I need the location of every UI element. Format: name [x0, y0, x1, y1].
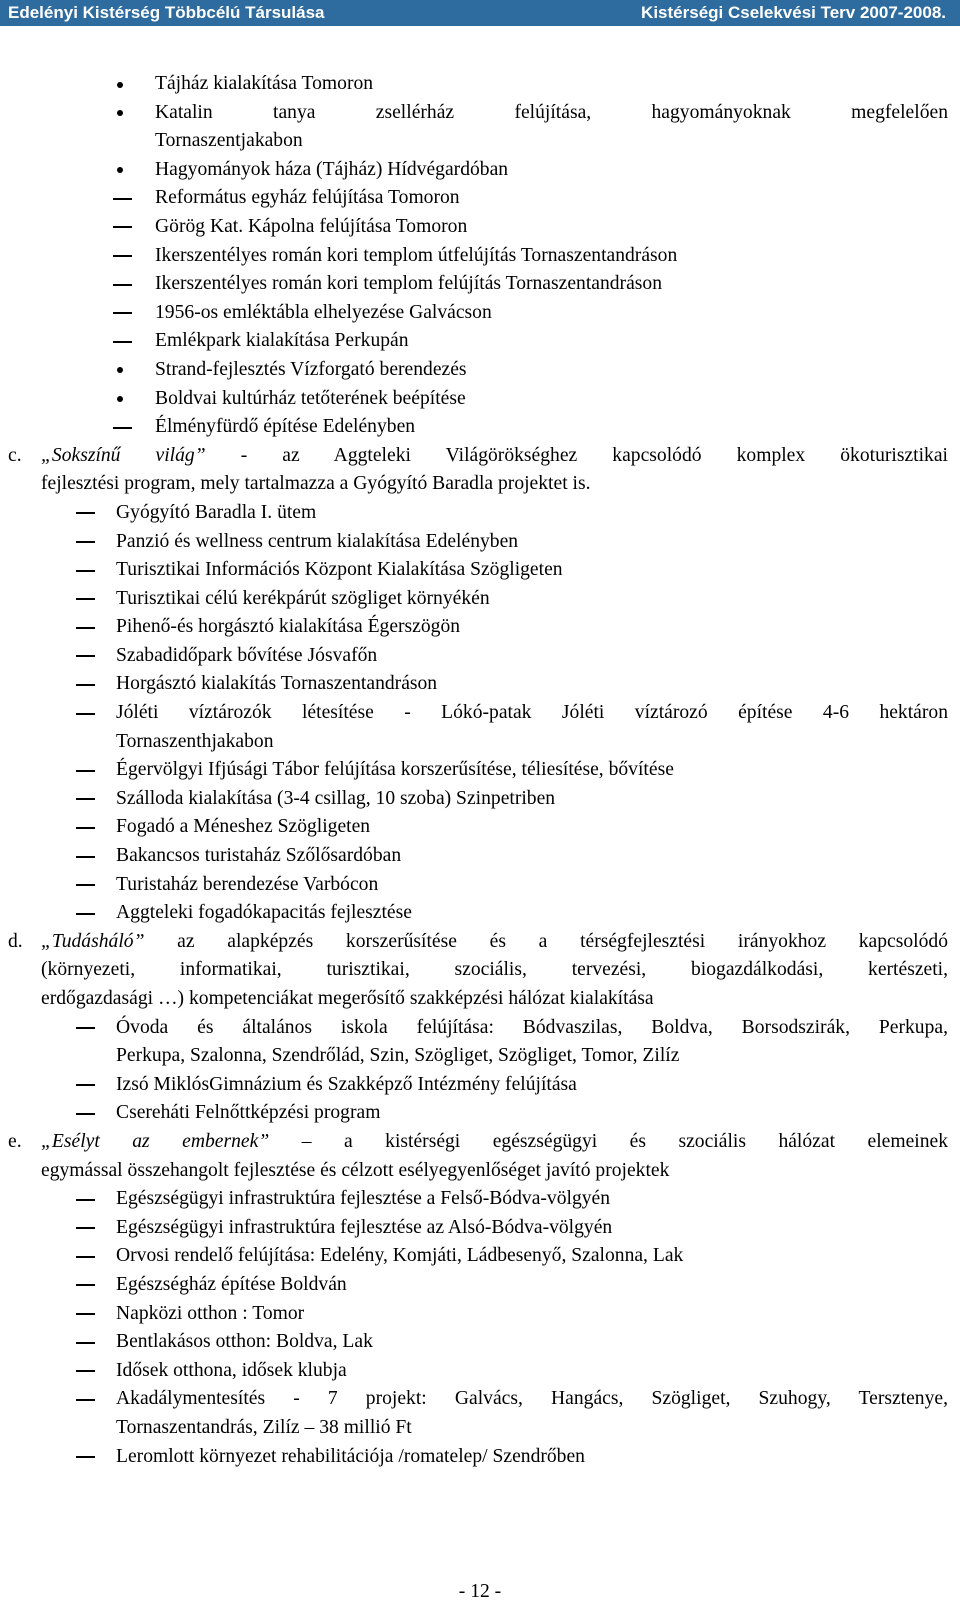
- list-item: [0, 1214, 960, 1243]
- list-item: [0, 242, 960, 271]
- list-item-text: Turistaház berendezése Varbócon: [116, 873, 379, 895]
- list-item-text: Emlékpark kialakítása Perkupán: [155, 330, 409, 352]
- list-item: [0, 1443, 960, 1472]
- list-item: [0, 699, 948, 728]
- list-item: [0, 528, 960, 557]
- list-item: [0, 642, 960, 671]
- list-item-text: Katalin tanya zsellérház felújítása, hagyományoknak megfelelően: [155, 101, 948, 123]
- list-item: [0, 1071, 960, 1100]
- list-item: [0, 1242, 960, 1271]
- list-item-text: Tornaszenthjakabon: [116, 730, 274, 752]
- bullet-dash-icon: [76, 827, 95, 829]
- bullet-dash-icon: [76, 1456, 95, 1458]
- section-e-title: „Esélyt az embernek”: [41, 1130, 270, 1152]
- section-d-label: d.: [8, 930, 23, 952]
- list-item-text: Jóléti víztározók létesítése - Lókó-patak Jóléti víztározó építése 4-6 hektáron: [116, 702, 948, 724]
- list-item: [0, 1099, 960, 1128]
- list-item: [0, 385, 960, 414]
- list-item-text: Horgásztó kialakítás Tornaszentandráson: [116, 673, 438, 695]
- bullet-dash-icon: [76, 1027, 95, 1029]
- section-e-intro-line2: egymással összehangolt fejlesztése és célzott esélyegyenlőséget javító projektek: [41, 1159, 670, 1181]
- list-item: [0, 613, 960, 642]
- list-item: [0, 842, 960, 871]
- bullet-dash-icon: [76, 1199, 95, 1201]
- list-item: [0, 813, 960, 842]
- list-item: [0, 871, 960, 900]
- bullet-dash-icon: [113, 312, 132, 314]
- bullet-dash-icon: [76, 713, 95, 715]
- bullet-dot-icon: [117, 396, 123, 402]
- bullet-dash-icon: [76, 1399, 95, 1401]
- bullet-dash-icon: [76, 1113, 95, 1115]
- list-item-text: 1956-os emléktábla elhelyezése Galvácson: [155, 301, 492, 323]
- list-item-text: Strand-fejlesztés Vízforgató berendezés: [155, 358, 467, 380]
- list-item-text: Szálloda kialakítása (3-4 csillag, 10 szoba) Szinpetriben: [116, 787, 556, 809]
- list-item-text: Perkupa, Szalonna, Szendrőlád, Szin, Szögliget, Szögliget, Tomor, Zilíz: [116, 1045, 680, 1067]
- bullet-dot-icon: [117, 167, 123, 173]
- bullet-dash-icon: [76, 1227, 95, 1229]
- bullet-dash-icon: [76, 598, 95, 600]
- bullet-dash-icon: [76, 770, 95, 772]
- list-item: [0, 556, 960, 585]
- list-item-text: Izsó MiklósGimnázium és Szakképző Intézmény felújítása: [116, 1073, 577, 1095]
- list-item-text: Szabadidőpark bővítése Jósvafőn: [116, 644, 378, 666]
- section-d-intro-text: az alapképzés korszerűsítése és a térségfejlesztési irányokhoz kapcsolódó: [144, 930, 948, 952]
- list-item: [0, 213, 960, 242]
- bullet-dash-icon: [76, 913, 95, 915]
- header-organization: Edelényi Kistérség Többcélú Társulása: [8, 3, 325, 22]
- list-item-text: Egészségügyi infrastruktúra fejlesztése az Alsó-Bódva-völgyén: [116, 1216, 613, 1238]
- bullet-dash-icon: [113, 255, 132, 257]
- project-list-e: [0, 1185, 960, 1471]
- list-item: [0, 70, 960, 99]
- list-item-text: Egészségügyi infrastruktúra fejlesztése a Felső-Bódva-völgyén: [116, 1188, 611, 1210]
- list-item-text: Tornaszentjakabon: [155, 130, 303, 152]
- page-number: - 12 -: [458, 1581, 502, 1602]
- list-item: [0, 1328, 960, 1357]
- list-item: [0, 299, 960, 328]
- bullet-dash-icon: [76, 1313, 95, 1315]
- bullet-dash-icon: [76, 541, 95, 543]
- list-item-text: Orvosi rendelő felújítása: Edelény, Komjáti, Ládbesenyő, Szalonna, Lak: [116, 1245, 684, 1267]
- list-item-text: Aggteleki fogadókapacitás fejlesztése: [116, 902, 412, 924]
- list-item-text: Turisztikai Információs Központ Kialakítása Szögligeten: [116, 559, 563, 581]
- list-item-text: Akadálymentesítés - 7 projekt: Galvács, Hangács, Szögliget, Szuhogy, Tersztenye,: [116, 1388, 948, 1410]
- list-item: [0, 670, 960, 699]
- list-item-text: Görög Kat. Kápolna felújítása Tomoron: [155, 215, 468, 237]
- list-item: [0, 184, 960, 213]
- list-item-text: Panzió és wellness centrum kialakítása Edelényben: [116, 530, 519, 552]
- list-item-text: Csereháti Felnőttképzési program: [116, 1102, 381, 1124]
- list-item-text: Tornaszentandrás, Zilíz – 38 millió Ft: [116, 1416, 412, 1438]
- list-item-text: Turisztikai célú kerékpárút szögliget környékén: [116, 587, 490, 609]
- bullet-dash-icon: [76, 884, 95, 886]
- section-d-title: „Tudásháló”: [41, 930, 145, 952]
- list-item: [0, 785, 960, 814]
- list-item: [0, 728, 960, 757]
- bullet-dash-icon: [113, 427, 132, 429]
- list-item-text: Élményfürdő építése Edelényben: [155, 416, 416, 438]
- bullet-dash-icon: [76, 627, 95, 629]
- bullet-dash-icon: [76, 655, 95, 657]
- list-item: [0, 1185, 960, 1214]
- bullet-dash-icon: [76, 684, 95, 686]
- project-list-c: [0, 499, 960, 928]
- bullet-dot-icon: [117, 367, 123, 373]
- bullet-dash-icon: [113, 284, 132, 286]
- section-c-intro: [0, 442, 948, 471]
- list-item-text: Pihenő-és horgásztó kialakítása Égerszögön: [116, 616, 461, 638]
- list-item: [0, 499, 960, 528]
- bullet-dash-icon: [76, 1284, 95, 1286]
- list-item: [0, 1385, 948, 1414]
- list-item: [0, 1014, 948, 1043]
- list-item-text: Fogadó a Méneshez Szögligeten: [116, 816, 371, 838]
- list-item: [0, 1414, 960, 1443]
- list-item-text: Bentlakásos otthon: Boldva, Lak: [116, 1331, 373, 1353]
- list-item: [0, 585, 960, 614]
- bullet-dash-icon: [76, 798, 95, 800]
- bullet-dot-icon: [117, 82, 123, 88]
- list-item-text: Bakancsos turistaház Szőlősardóban: [116, 845, 402, 867]
- bullet-dash-icon: [76, 856, 95, 858]
- header-document-title: Kistérségi Cselekvési Terv 2007-2008.: [641, 3, 946, 22]
- section-e-intro-text: – a kistérségi egészségügyi és szociális hálózat elemeinek: [269, 1130, 949, 1152]
- bullet-dash-icon: [76, 1256, 95, 1258]
- project-list-d: [0, 1014, 960, 1128]
- bullet-dash-icon: [113, 198, 132, 200]
- bullet-dash-icon: [76, 1084, 95, 1086]
- bullet-dash-icon: [113, 341, 132, 343]
- list-item-text: Egészségház építése Boldván: [116, 1273, 347, 1295]
- bullet-dash-icon: [113, 226, 132, 228]
- list-item: [0, 356, 960, 385]
- list-item: [0, 270, 960, 299]
- list-item: [0, 756, 960, 785]
- project-list-b: [0, 70, 960, 442]
- list-item-text: Tájház kialakítása Tomoron: [155, 73, 374, 94]
- list-item: [0, 1271, 960, 1300]
- list-item: [0, 327, 960, 356]
- list-item: [0, 899, 960, 928]
- list-item: [0, 1357, 960, 1386]
- section-c-title: „Sokszínű világ”: [41, 444, 206, 466]
- list-item-text: Idősek otthona, idősek klubja: [116, 1359, 347, 1381]
- list-item-text: Gyógyító Baradla I. ütem: [116, 501, 317, 523]
- list-item: [0, 156, 960, 185]
- section-e-label: e.: [8, 1130, 22, 1152]
- section-d-intro-line3: erdőgazdasági …) kompetenciákat megerősítő szakképzési hálózat kialakítása: [41, 988, 654, 1009]
- document-body: [0, 70, 960, 1471]
- list-item: [0, 1300, 960, 1329]
- list-item-text: Hagyományok háza (Tájház) Hídvégardóban: [155, 158, 509, 180]
- list-item-text: Óvoda és általános iskola felújítása: Bódvaszilas, Boldva, Borsodszirák, Perkupa,: [116, 1016, 948, 1038]
- section-c-intro-line2: fejlesztési program, mely tartalmazza a Gyógyító Baradla projektet is.: [41, 473, 591, 495]
- bullet-dash-icon: [76, 570, 95, 572]
- bullet-dot-icon: [117, 110, 123, 116]
- bullet-dash-icon: [76, 512, 95, 514]
- bullet-dash-icon: [76, 1370, 95, 1372]
- list-item-text: Ikerszentélyes román kori templom felújítás Tornaszentandráson: [155, 273, 662, 295]
- list-item-text: Leromlott környezet rehabilitációja /romatelep/ Szendrőben: [116, 1445, 585, 1467]
- list-item-text: Napközi otthon : Tomor: [116, 1302, 305, 1324]
- list-item: [0, 127, 960, 156]
- section-c-label: c.: [8, 444, 22, 466]
- list-item-text: Boldvai kultúrház tetőterének beépítése: [155, 387, 466, 409]
- list-item: [0, 1042, 960, 1071]
- section-e-intro: [0, 1128, 948, 1157]
- list-item-text: Ikerszentélyes román kori templom útfelújítás Tornaszentandráson: [155, 244, 678, 266]
- bullet-dash-icon: [76, 1342, 95, 1344]
- list-item-text: Égervölgyi Ifjúsági Tábor felújítása korszerűsítése, téliesítése, bővítése: [116, 759, 674, 781]
- list-item-text: Református egyház felújítása Tomoron: [155, 187, 460, 209]
- section-d-intro: [0, 928, 948, 957]
- section-d-intro-line2: (környezeti, informatikai, turisztikai, szociális, tervezési, biogazdálkodási, kertészeti,: [41, 959, 948, 981]
- section-c-intro-text: - az Aggteleki Világörökséghez kapcsolódó komplex ökoturisztikai: [205, 444, 948, 466]
- list-item: [0, 413, 960, 442]
- page-header: [0, 0, 960, 26]
- list-item: [0, 99, 948, 128]
